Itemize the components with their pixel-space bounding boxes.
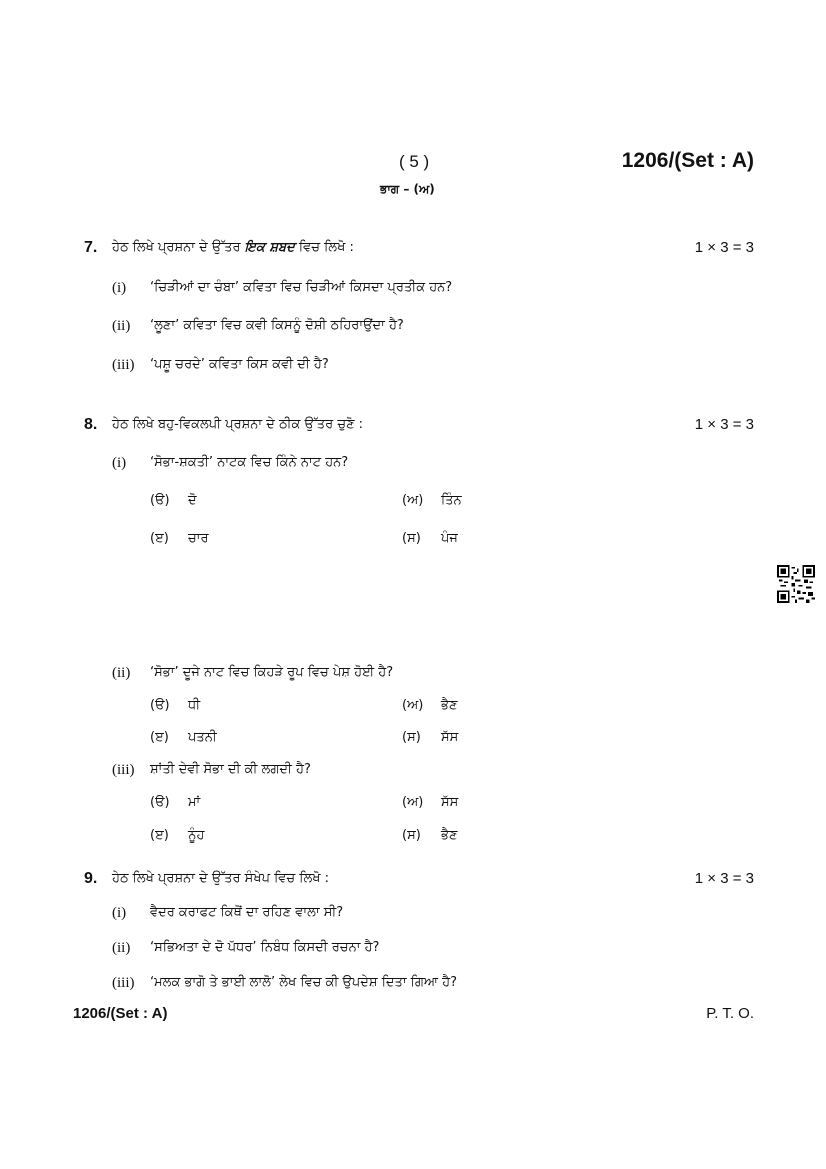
option-label: (ੳ) [150, 698, 170, 713]
question-9-item-label: (iii) [112, 975, 135, 991]
question-9-marks: 1 × 3 = 3 [694, 870, 754, 887]
option-label: (ਅ) [402, 795, 424, 810]
option-label: (ੲ) [150, 828, 169, 843]
question-7-item-text: ‘ਪਸ਼ੂ ਚਰਦੇ’ ਕਵਿਤਾ ਕਿਸ ਕਵੀ ਦੀ ਹੈ? [150, 357, 329, 372]
option-text: ਭੈਣ [441, 698, 458, 713]
footer-paper-code: 1206/(Set : A) [73, 1005, 168, 1022]
option-text: ਤਿੰਨ [441, 493, 462, 508]
part-heading: ਭਾਗ – (ਅ) [380, 182, 435, 196]
question-9-item-text: ਵੈਦਰ ਕਰਾਫਟ ਕਿਥੋਂ ਦਾ ਰਹਿਣ ਵਾਲਾ ਸੀ? [150, 905, 344, 920]
question-9-item-label: (ii) [112, 940, 131, 956]
option-label: (ੲ) [150, 531, 169, 546]
option-text: ਚਾਰ [188, 531, 209, 546]
pto-label: P. T. O. [706, 1005, 754, 1022]
option-text: ਧੀ [188, 698, 201, 713]
question-7-number: 7. [84, 239, 98, 256]
option-label: (ਅ) [402, 698, 424, 713]
question-8-item-text: ‘ਸੋਭਾ-ਸ਼ਕਤੀ’ ਨਾਟਕ ਵਿਚ ਕਿੰਨੇ ਨਾਟ ਹਨ? [150, 455, 349, 470]
option-label: (ੲ) [150, 730, 169, 745]
question-7-marks: 1 × 3 = 3 [694, 239, 754, 256]
option-text: ਭੈਣ [441, 828, 458, 843]
question-8-item-text: ‘ਸੋਭਾ’ ਦੂਜੇ ਨਾਟ ਵਿਚ ਕਿਹੜੇ ਰੂਪ ਵਿਚ ਪੇਸ਼ ਹੋਈ ਹੈ? [150, 665, 394, 680]
question-8-item-label: (iii) [112, 762, 135, 778]
qr-code-icon [777, 565, 815, 603]
question-9-item-text: ‘ਸਭਿਅਤਾ ਦੇ ਦੋ ਪੱਧਰ’ ਨਿਬੰਧ ਕਿਸਦੀ ਰਚਨਾ ਹੈ? [150, 940, 380, 955]
question-8-item-label: (i) [112, 455, 127, 471]
question-8-item-text: ਸ਼ਾਂਤੀ ਦੇਵੀ ਸੋਭਾ ਦੀ ਕੀ ਲਗਦੀ ਹੈ? [150, 762, 311, 777]
question-9-item-label: (i) [112, 905, 127, 921]
page-number: ( 5 ) [399, 152, 430, 171]
option-text: ਸੱਸ [441, 730, 459, 745]
question-8-marks: 1 × 3 = 3 [694, 416, 754, 433]
question-9-number: 9. [84, 870, 98, 887]
question-9-instruction: ਹੇਠ ਲਿਖੇ ਪ੍ਰਸ਼ਨਾ ਦੇ ਉੱਤਰ ਸੰਖੇਪ ਵਿਚ ਲਿਖੋ : [112, 871, 330, 886]
question-7-instruction-post: ਵਿਚ ਲਿਖੋ : [294, 240, 354, 255]
option-label: (ਸ) [402, 828, 421, 843]
paper-code: 1206/(Set : A) [621, 149, 754, 172]
question-7-instruction-emphasis: ਇਕ ਸ਼ਬਦ [244, 240, 295, 255]
option-text: ਦੋ [188, 493, 197, 508]
option-label: (ਸ) [402, 531, 421, 546]
option-label: (ਅ) [402, 493, 424, 508]
option-label: (ਸ) [402, 730, 421, 745]
question-7-item-text: ‘ਲੂਣਾ’ ਕਵਿਤਾ ਵਿਚ ਕਵੀ ਕਿਸਨੂੰ ਦੋਸ਼ੀ ਠਹਿਰਾਉਂਦਾ ਹੈ? [150, 318, 404, 333]
option-label: (ੳ) [150, 795, 170, 810]
option-label: (ੳ) [150, 493, 170, 508]
question-7-item-text: ‘ਚਿੜੀਆਂ ਦਾ ਚੰਬਾ’ ਕਵਿਤਾ ਵਿਚ ਚਿੜੀਆਂ ਕਿਸਦਾ ਪ੍ਰਤੀਕ ਹਨ? [150, 280, 453, 295]
option-text: ਮਾਂ [188, 795, 201, 810]
option-text: ਸੱਸ [441, 795, 459, 810]
question-7-item-label: (iii) [112, 357, 135, 373]
question-8-number: 8. [84, 416, 98, 433]
question-8-instruction: ਹੇਠ ਲਿਖੇ ਬਹੁ-ਵਿਕਲਪੀ ਪ੍ਰਸ਼ਨਾ ਦੇ ਠੀਕ ਉੱਤਰ ਚੁਣੋ : [112, 417, 364, 432]
option-text: ਨੂੰਹ [188, 828, 205, 843]
question-7-instruction [112, 240, 354, 255]
question-8-item-label: (ii) [112, 665, 131, 681]
question-7-item-label: (ii) [112, 318, 131, 334]
option-text: ਪਤਨੀ [188, 730, 217, 745]
option-text: ਪੰਜ [441, 531, 458, 546]
question-7-instruction-pre: ਹੇਠ ਲਿਖੇ ਪ੍ਰਸ਼ਨਾ ਦੇ ਉੱਤਰ [112, 240, 245, 255]
question-9-item-text: ‘ਮਲਕ ਭਾਗੋ ਤੇ ਭਾਈ ਲਾਲੋ’ ਲੇਖ ਵਿਚ ਕੀ ਉਪਦੇਸ਼ ਦਿਤਾ ਗਿਆ ਹੈ? [150, 975, 458, 990]
question-7-item-label: (i) [112, 280, 127, 296]
